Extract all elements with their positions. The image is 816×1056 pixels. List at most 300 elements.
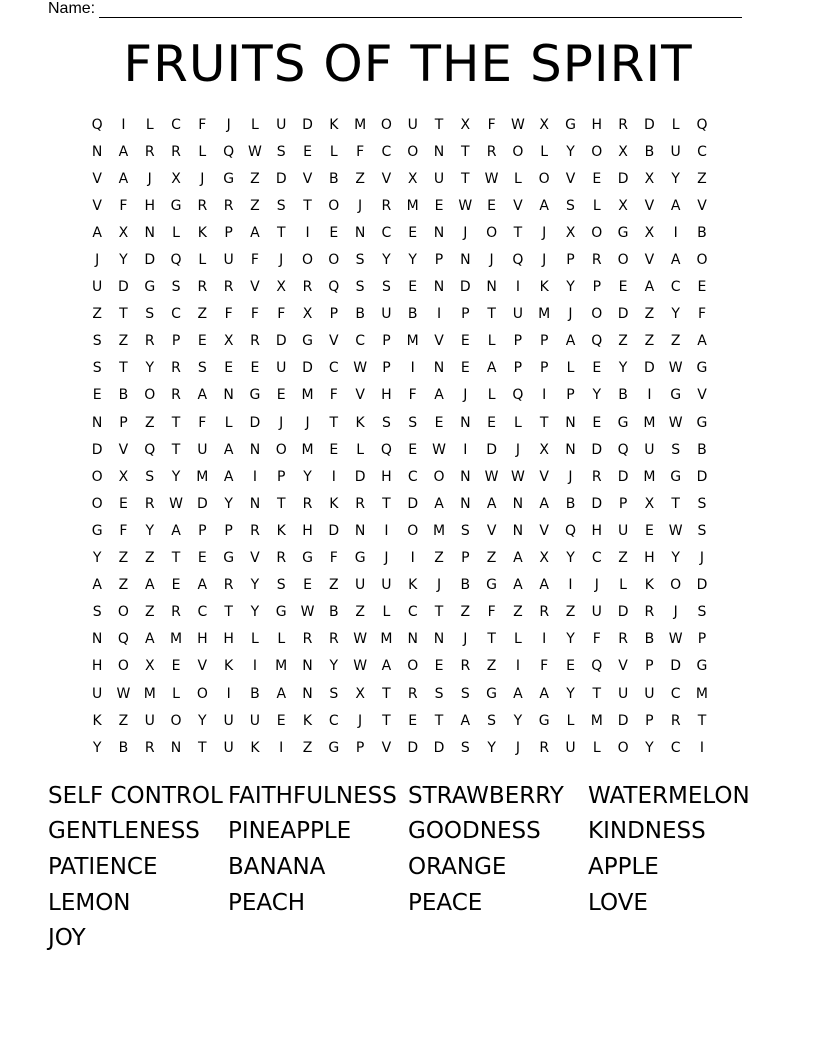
grid-letter: T <box>382 712 391 729</box>
grid-letter: A <box>118 170 129 187</box>
grid-letter: W <box>510 116 525 133</box>
grid-letter: R <box>591 252 602 269</box>
grid-letter: I <box>542 387 547 404</box>
grid-letter: J <box>515 441 520 458</box>
grid-letter: H <box>197 631 208 648</box>
grid-letter: O <box>696 252 708 269</box>
grid-letter: B <box>618 387 628 404</box>
grid-letter: E <box>618 279 628 296</box>
name-blank-line[interactable] <box>99 2 742 18</box>
grid-letter: W <box>484 468 499 485</box>
grid-letter: L <box>619 577 627 594</box>
grid-letter: D <box>354 468 366 485</box>
grid-letter: O <box>591 143 603 160</box>
grid-letter: Q <box>328 279 340 296</box>
grid-letter: C <box>171 306 181 323</box>
grid-letter: V <box>197 658 208 675</box>
grid-letter: E <box>434 658 444 675</box>
grid-letter: P <box>224 224 233 241</box>
word-list-item: LOVE <box>588 889 648 916</box>
grid-letter: E <box>592 170 602 187</box>
word-list-item: FAITHFULNESS <box>228 782 397 809</box>
grid-letter: Y <box>303 468 312 485</box>
grid-letter: G <box>302 333 313 350</box>
grid-letter: X <box>223 333 234 350</box>
grid-letter: J <box>147 170 152 187</box>
grid-letter: A <box>670 197 681 214</box>
grid-letter: N <box>433 631 445 648</box>
grid-letter: N <box>249 441 261 458</box>
word-list-item: GOODNESS <box>408 818 541 845</box>
grid-letter: F <box>198 414 207 431</box>
grid-letter: A <box>670 252 681 269</box>
grid-letter: N <box>460 252 471 269</box>
grid-letter: G <box>223 550 235 567</box>
grid-letter: I <box>673 224 678 241</box>
grid-letter: P <box>539 360 549 377</box>
grid-letter: X <box>355 685 365 702</box>
grid-letter: V <box>434 333 444 350</box>
word-list-item: JOY <box>48 925 86 952</box>
grid-letter: B <box>644 143 655 160</box>
word-list-item: PEACE <box>408 889 483 916</box>
grid-letter: E <box>592 414 602 431</box>
grid-letter: S <box>329 685 339 702</box>
grid-letter: F <box>356 143 365 160</box>
grid-letter: L <box>198 143 207 160</box>
grid-letter: F <box>277 306 286 323</box>
grid-letter: Z <box>486 658 497 675</box>
grid-letter: N <box>565 441 576 458</box>
grid-letter: P <box>461 550 470 567</box>
grid-letter: O <box>407 658 419 675</box>
word-list-item: ORANGE <box>408 853 507 880</box>
grid-letter: Q <box>512 387 524 404</box>
grid-letter: W <box>116 685 131 702</box>
grid-letter: Y <box>145 522 155 539</box>
word-list-item: KINDNESS <box>588 818 706 845</box>
grid-letter: R <box>171 387 181 404</box>
grid-letter: Y <box>329 658 339 675</box>
grid-letter: P <box>513 360 523 377</box>
grid-letter: S <box>197 360 207 377</box>
grid-letter: S <box>460 685 470 702</box>
grid-letter: E <box>460 333 470 350</box>
grid-letter: L <box>513 631 522 648</box>
grid-letter: T <box>382 495 391 512</box>
grid-letter: E <box>276 712 286 729</box>
grid-letter: E <box>197 333 207 350</box>
grid-letter: C <box>670 739 681 756</box>
grid-letter: V <box>302 170 313 187</box>
grid-letter: Z <box>92 306 102 323</box>
grid-letter: T <box>276 495 286 512</box>
grid-letter: G <box>91 522 103 539</box>
grid-letter: S <box>460 522 470 539</box>
grid-letter: C <box>697 143 707 160</box>
page-title: FRUITS OF THE SPIRIT <box>123 35 693 93</box>
grid-letter: V <box>618 658 628 675</box>
grid-letter: L <box>540 143 549 160</box>
grid-letter: H <box>381 387 392 404</box>
grid-letter: I <box>568 577 573 594</box>
grid-letter: M <box>143 685 156 702</box>
grid-letter: L <box>224 414 233 431</box>
grid-letter: W <box>432 441 446 458</box>
grid-letter: N <box>302 658 313 675</box>
grid-letter: E <box>224 360 234 377</box>
grid-letter: Z <box>118 333 129 350</box>
grid-letter: R <box>539 739 550 756</box>
grid-letter: Y <box>250 577 260 594</box>
grid-letter: D <box>407 495 419 512</box>
grid-letter: T <box>539 414 549 431</box>
grid-letter: A <box>539 685 549 702</box>
grid-letter: X <box>302 306 313 323</box>
grid-letter: S <box>381 414 391 431</box>
grid-letter: P <box>329 306 339 323</box>
grid-letter: X <box>644 495 655 512</box>
grid-letter: T <box>434 604 444 621</box>
grid-letter: Y <box>645 739 654 756</box>
grid-letter: J <box>542 224 547 241</box>
grid-letter: A <box>381 658 392 675</box>
grid-letter: P <box>382 360 391 377</box>
grid-letter: A <box>434 387 444 404</box>
grid-letter: V <box>92 197 102 214</box>
grid-letter: O <box>144 387 156 404</box>
grid-letter: X <box>118 224 129 241</box>
grid-letter: J <box>200 170 205 187</box>
grid-letter: B <box>118 387 129 404</box>
grid-letter: E <box>592 360 602 377</box>
grid-letter: R <box>355 495 365 512</box>
grid-letter: N <box>460 468 471 485</box>
grid-letter: A <box>92 577 102 594</box>
grid-letter: D <box>486 441 497 458</box>
grid-letter: X <box>144 658 155 675</box>
grid-letter: A <box>223 468 234 485</box>
word-list-item: PEACH <box>228 889 306 916</box>
grid-letter: G <box>328 739 340 756</box>
grid-letter: O <box>91 468 103 485</box>
grid-letter: Y <box>566 685 575 702</box>
grid-letter: K <box>250 739 260 756</box>
name-label: Name: <box>48 0 96 17</box>
grid-letter: Z <box>355 170 365 187</box>
grid-letter: L <box>198 252 207 269</box>
grid-letter: T <box>487 306 496 323</box>
grid-letter: C <box>591 550 602 567</box>
grid-letter: G <box>696 360 708 377</box>
grid-letter: J <box>436 577 442 594</box>
grid-letter: Q <box>91 116 103 133</box>
grid-letter: B <box>644 631 655 648</box>
grid-letter: R <box>591 468 602 485</box>
grid-letter: Q <box>223 143 235 160</box>
grid-letter: I <box>647 387 652 404</box>
grid-letter: U <box>92 685 103 702</box>
grid-letter: L <box>592 739 601 756</box>
grid-letter: V <box>539 468 549 485</box>
grid-letter: K <box>329 116 339 133</box>
grid-letter: R <box>250 522 260 539</box>
grid-letter: O <box>117 658 129 675</box>
grid-letter: P <box>355 739 365 756</box>
grid-letter: B <box>697 224 707 241</box>
grid-letter: S <box>381 279 391 296</box>
grid-letter: H <box>223 631 234 648</box>
grid-letter: R <box>171 360 181 377</box>
grid-letter: Q <box>696 116 708 133</box>
grid-letter: A <box>144 631 155 648</box>
grid-letter: D <box>617 170 629 187</box>
grid-letter: A <box>513 577 523 594</box>
grid-letter: P <box>277 468 286 485</box>
grid-letter: D <box>643 360 655 377</box>
grid-letter: D <box>144 252 156 269</box>
grid-letter: Z <box>250 197 260 214</box>
grid-letter: E <box>408 712 418 729</box>
grid-letter: A <box>539 495 549 512</box>
grid-letter: Z <box>486 550 497 567</box>
grid-letter: J <box>489 252 494 269</box>
grid-letter: C <box>328 712 339 729</box>
grid-letter: I <box>542 631 547 648</box>
grid-letter: G <box>538 712 550 729</box>
grid-letter: V <box>381 739 392 756</box>
grid-letter: N <box>170 739 182 756</box>
grid-letter: O <box>591 224 603 241</box>
grid-letter: O <box>433 468 445 485</box>
grid-letter: T <box>434 712 444 729</box>
grid-letter: F <box>329 387 338 404</box>
grid-letter: Z <box>197 306 208 323</box>
grid-letter: M <box>301 441 314 458</box>
grid-letter: C <box>381 143 392 160</box>
grid-letter: O <box>512 143 524 160</box>
grid-letter: D <box>459 279 471 296</box>
grid-letter: U <box>223 252 234 269</box>
grid-letter: D <box>275 333 287 350</box>
grid-letter: K <box>539 279 549 296</box>
grid-letter: C <box>670 279 681 296</box>
grid-letter: U <box>197 441 208 458</box>
word-list-item: SELF CONTROL <box>48 782 223 809</box>
grid-letter: P <box>645 658 654 675</box>
grid-letter: A <box>197 577 208 594</box>
grid-letter: J <box>279 414 284 431</box>
grid-letter: W <box>248 143 262 160</box>
grid-letter: S <box>434 685 444 702</box>
grid-letter: Y <box>671 550 680 567</box>
grid-letter: P <box>566 387 575 404</box>
grid-letter: O <box>486 224 498 241</box>
grid-letter: D <box>591 441 603 458</box>
grid-letter: Y <box>145 360 155 377</box>
grid-letter: C <box>407 468 418 485</box>
grid-letter: N <box>460 495 471 512</box>
grid-letter: W <box>510 468 525 485</box>
grid-letter: J <box>463 387 468 404</box>
grid-letter: F <box>250 306 259 323</box>
grid-letter: L <box>145 116 154 133</box>
grid-letter: W <box>353 631 368 648</box>
grid-letter: T <box>276 224 286 241</box>
grid-letter: G <box>354 550 366 567</box>
word-list-item: PATIENCE <box>48 853 158 880</box>
grid-letter: R <box>171 143 181 160</box>
grid-letter: R <box>618 116 628 133</box>
grid-letter: F <box>408 387 417 404</box>
grid-letter: T <box>461 170 470 187</box>
grid-letter: J <box>568 306 573 323</box>
grid-letter: Z <box>697 170 707 187</box>
grid-letter: E <box>329 224 339 241</box>
grid-letter: Y <box>566 279 575 296</box>
grid-letter: J <box>673 604 678 621</box>
grid-letter: J <box>279 252 284 269</box>
grid-letter: I <box>463 441 468 458</box>
grid-letter: Z <box>644 333 655 350</box>
grid-letter: F <box>329 550 338 567</box>
grid-letter: G <box>486 577 498 594</box>
grid-letter: N <box>486 279 497 296</box>
grid-letter: B <box>565 495 576 512</box>
grid-letter: J <box>358 712 363 729</box>
grid-letter: M <box>432 522 446 539</box>
grid-letter: T <box>697 712 707 729</box>
grid-letter: X <box>539 441 549 458</box>
grid-letter: A <box>486 495 497 512</box>
grid-letter: J <box>463 631 468 648</box>
grid-letter: P <box>513 333 523 350</box>
grid-letter: Q <box>591 333 603 350</box>
grid-letter: S <box>171 279 181 296</box>
grid-letter: N <box>354 522 366 539</box>
grid-letter: L <box>251 116 259 133</box>
grid-letter: I <box>515 279 520 296</box>
grid-letter: G <box>223 170 235 187</box>
grid-letter: B <box>460 577 471 594</box>
grid-letter: Y <box>566 143 575 160</box>
grid-letter: E <box>92 387 102 404</box>
grid-letter: V <box>697 387 707 404</box>
grid-letter: A <box>92 224 102 241</box>
grid-letter: P <box>566 252 575 269</box>
grid-letter: A <box>434 495 444 512</box>
grid-letter: B <box>250 685 260 702</box>
grid-letter: V <box>92 170 102 187</box>
grid-letter: T <box>303 197 312 214</box>
grid-letter: B <box>697 441 707 458</box>
grid-letter: D <box>643 116 655 133</box>
grid-letter: N <box>460 414 471 431</box>
grid-letter: L <box>251 631 259 648</box>
grid-letter: W <box>668 360 683 377</box>
grid-letter: D <box>670 658 682 675</box>
grid-letter: W <box>668 522 683 539</box>
grid-letter: J <box>699 550 705 567</box>
word-list-item: STRAWBERRY <box>408 782 564 809</box>
grid-letter: C <box>355 333 365 350</box>
grid-letter: D <box>407 739 419 756</box>
grid-letter: U <box>617 685 629 702</box>
grid-letter: H <box>144 197 155 214</box>
grid-letter: V <box>250 279 260 296</box>
grid-letter: A <box>171 522 181 539</box>
grid-letter: R <box>486 143 497 160</box>
grid-letter: S <box>92 360 102 377</box>
grid-letter: A <box>513 550 523 567</box>
grid-letter: K <box>276 522 286 539</box>
grid-letter: R <box>460 658 471 675</box>
grid-letter: W <box>353 658 368 675</box>
grid-letter: W <box>169 495 183 512</box>
grid-letter: G <box>486 685 498 702</box>
grid-letter: P <box>171 333 181 350</box>
grid-letter: N <box>433 224 445 241</box>
grid-letter: L <box>671 116 680 133</box>
grid-letter: R <box>144 495 155 512</box>
grid-letter: M <box>538 306 551 323</box>
grid-letter: L <box>513 414 522 431</box>
grid-letter: K <box>92 712 102 729</box>
grid-letter: X <box>618 143 628 160</box>
grid-letter: W <box>353 360 368 377</box>
grid-letter: Z <box>618 550 628 567</box>
grid-letter: V <box>118 441 129 458</box>
grid-letter: M <box>406 197 419 214</box>
grid-letter: P <box>224 522 233 539</box>
grid-letter: J <box>568 468 573 485</box>
grid-letter: D <box>617 712 629 729</box>
grid-letter: U <box>92 279 103 296</box>
grid-letter: Y <box>618 360 628 377</box>
grid-letter: E <box>119 495 128 512</box>
grid-letter: Y <box>198 712 207 729</box>
grid-letter: Z <box>513 604 523 621</box>
grid-letter: H <box>644 550 655 567</box>
grid-letter: Y <box>382 252 391 269</box>
grid-letter: Y <box>566 631 575 648</box>
grid-letter: D <box>118 279 129 296</box>
grid-letter: V <box>355 387 365 404</box>
grid-letter: C <box>197 604 208 621</box>
grid-letter: S <box>355 279 365 296</box>
grid-letter: F <box>697 306 706 323</box>
grid-letter: M <box>590 712 603 729</box>
grid-letter: G <box>696 658 708 675</box>
grid-letter: K <box>224 658 234 675</box>
grid-letter: F <box>119 522 128 539</box>
grid-letter: E <box>276 387 286 404</box>
grid-letter: R <box>197 197 208 214</box>
grid-letter: I <box>384 522 389 539</box>
grid-letter: N <box>144 224 155 241</box>
grid-letter: A <box>513 685 523 702</box>
grid-letter: S <box>697 604 707 621</box>
grid-letter: S <box>408 414 418 431</box>
grid-letter: P <box>434 252 444 269</box>
grid-letter: M <box>196 468 209 485</box>
grid-letter: D <box>302 360 313 377</box>
grid-letter: S <box>697 495 707 512</box>
grid-letter: N <box>91 414 103 431</box>
grid-letter: E <box>329 441 339 458</box>
grid-letter: K <box>197 224 207 241</box>
grid-letter: D <box>591 495 603 512</box>
